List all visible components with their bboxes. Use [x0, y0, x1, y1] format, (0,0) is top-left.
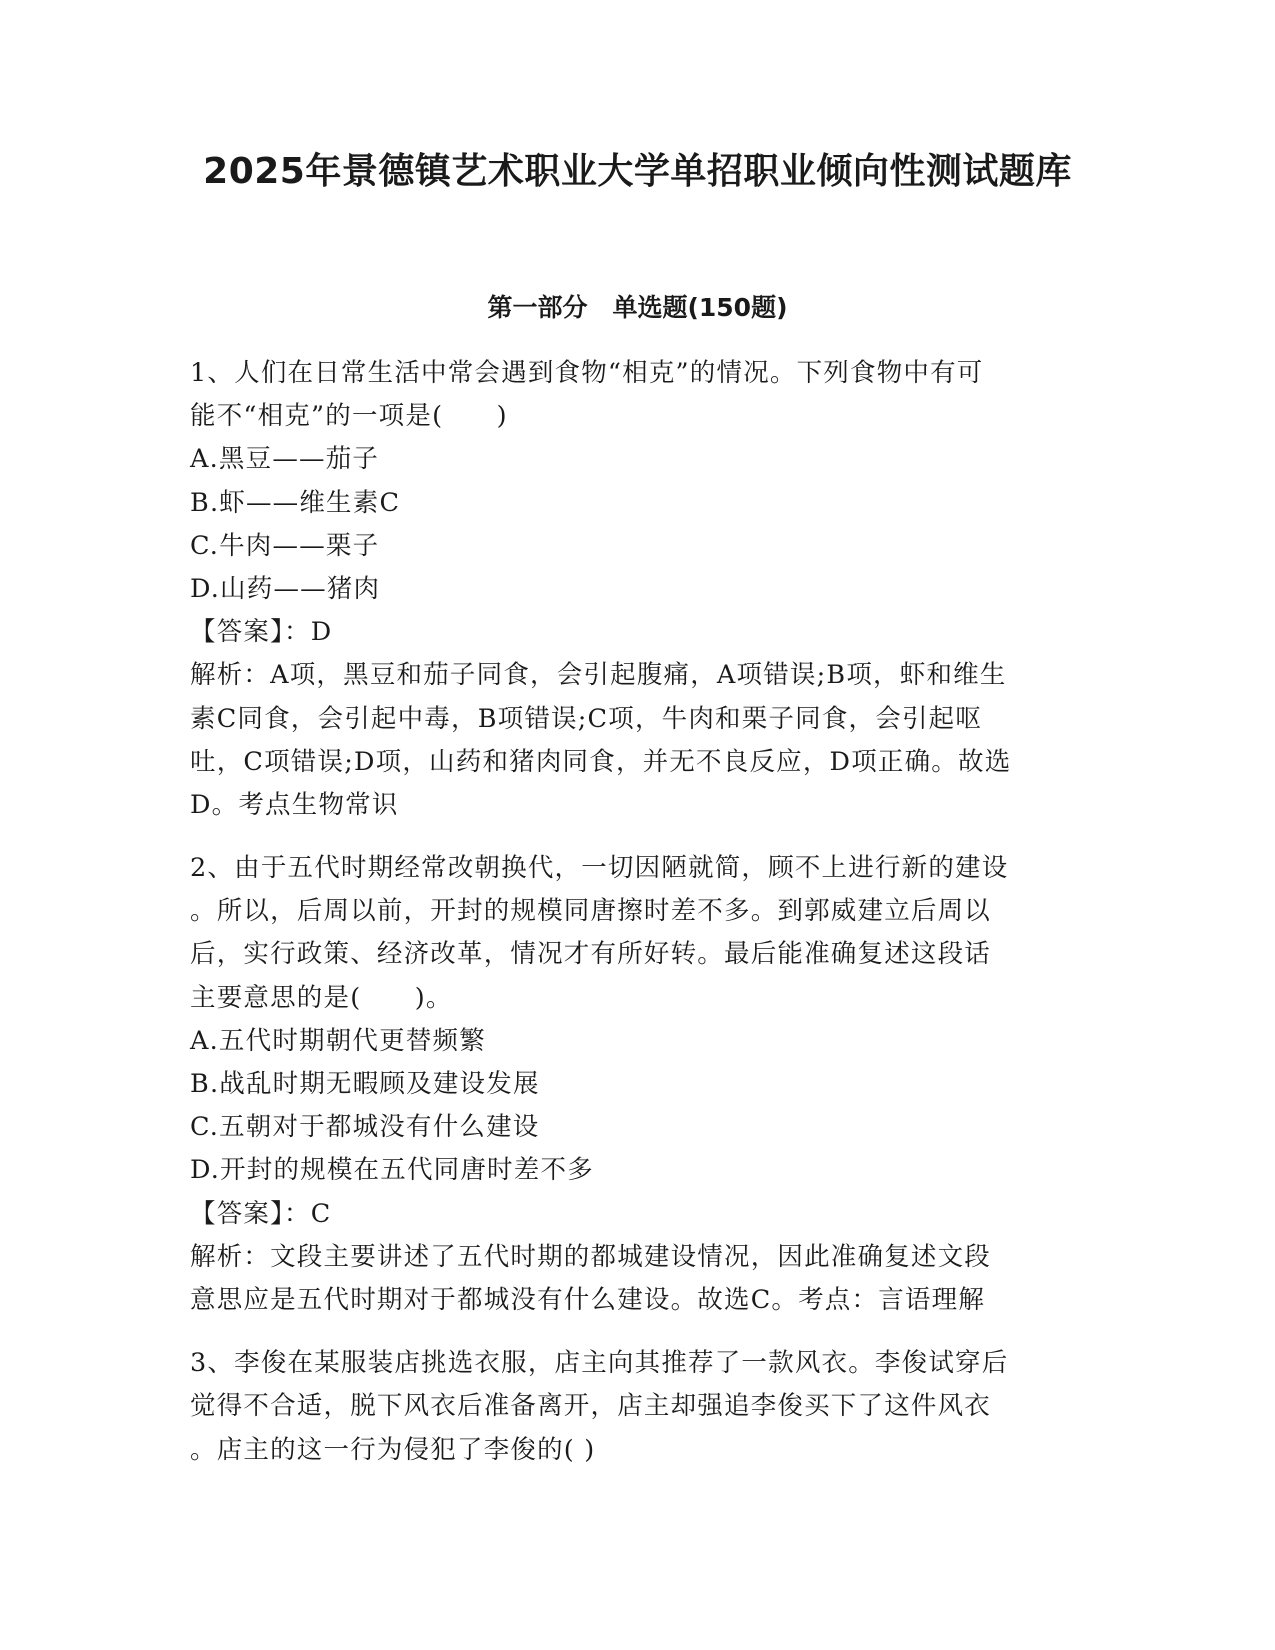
question-3 [190, 1342, 1090, 1472]
analysis-line: 意思应是五代时期对于都城没有什么建设。故选C。考点：言语理解 [190, 1284, 986, 1315]
question-list [190, 352, 1090, 1472]
question-stem-line: 主要意思的是( )。 [190, 982, 453, 1013]
option-a: A.五代时期朝代更替频繁 [190, 1025, 486, 1056]
option-d: D.山药——猪肉 [190, 573, 381, 604]
document-title: 2025年景德镇艺术职业大学单招职业倾向性测试题库 [203, 151, 1072, 192]
option-b: B.虾——维生素C [190, 487, 401, 518]
analysis-line: 素C同食，会引起中毒，B项错误;C项，牛肉和栗子同食，会引起呕 [190, 703, 983, 734]
analysis-line: 解析：文段主要讲述了五代时期的都城建设情况，因此准确复述文段 [190, 1241, 992, 1272]
section-title: 第一部分 单选题(150题) [487, 293, 788, 322]
question-2 [190, 847, 1090, 1322]
option-a: A.黑豆——茄子 [190, 444, 380, 475]
answer-line: 【答案】：D [190, 617, 333, 648]
option-b: B.战乱时期无暇顾及建设发展 [190, 1069, 540, 1099]
question-stem-line: 。所以，后周以前，开封的规模同唐擦时差不多。到郭威建立后周以 [190, 896, 992, 927]
answer-line: 【答案】：C [190, 1198, 332, 1229]
option-c: C.五朝对于都城没有什么建设 [190, 1112, 540, 1143]
question-spacer [190, 827, 1090, 847]
analysis-line: 吐，C项错误;D项，山药和猪肉同食，并无不良反应，D项正确。故选 [190, 746, 1012, 777]
question-stem-line: 能不“相克”的一项是( ) [190, 401, 508, 432]
question-stem-line: 。店主的这一行为侵犯了李俊的( ) [190, 1434, 596, 1465]
analysis-line: D。考点生物常识 [190, 789, 399, 820]
question-stem-line: 觉得不合适，脱下风衣后准备离开，店主却强追李俊买下了这件风衣 [190, 1391, 992, 1422]
analysis-line: 解析：A项，黑豆和茄子同食，会引起腹痛，A项错误;B项，虾和维生 [190, 660, 1007, 691]
question-1 [190, 352, 1090, 827]
question-spacer [190, 1322, 1090, 1342]
question-stem-line: 3、李俊在某服装店挑选衣服，店主向其推荐了一款风衣。李俊试穿后 [190, 1348, 1009, 1379]
question-stem-line: 1、人们在日常生活中常会遇到食物“相克”的情况。下列食物中有可 [190, 358, 984, 388]
question-stem-line: 后，实行政策、经济改革，情况才有所好转。最后能准确复述这段话 [190, 939, 992, 970]
option-d: D.开封的规模在五代同唐时差不多 [190, 1155, 594, 1186]
question-stem-line: 2、由于五代时期经常改朝换代，一切因陋就简，顾不上进行新的建设 [190, 853, 1009, 884]
option-c: C.牛肉——栗子 [190, 530, 380, 561]
